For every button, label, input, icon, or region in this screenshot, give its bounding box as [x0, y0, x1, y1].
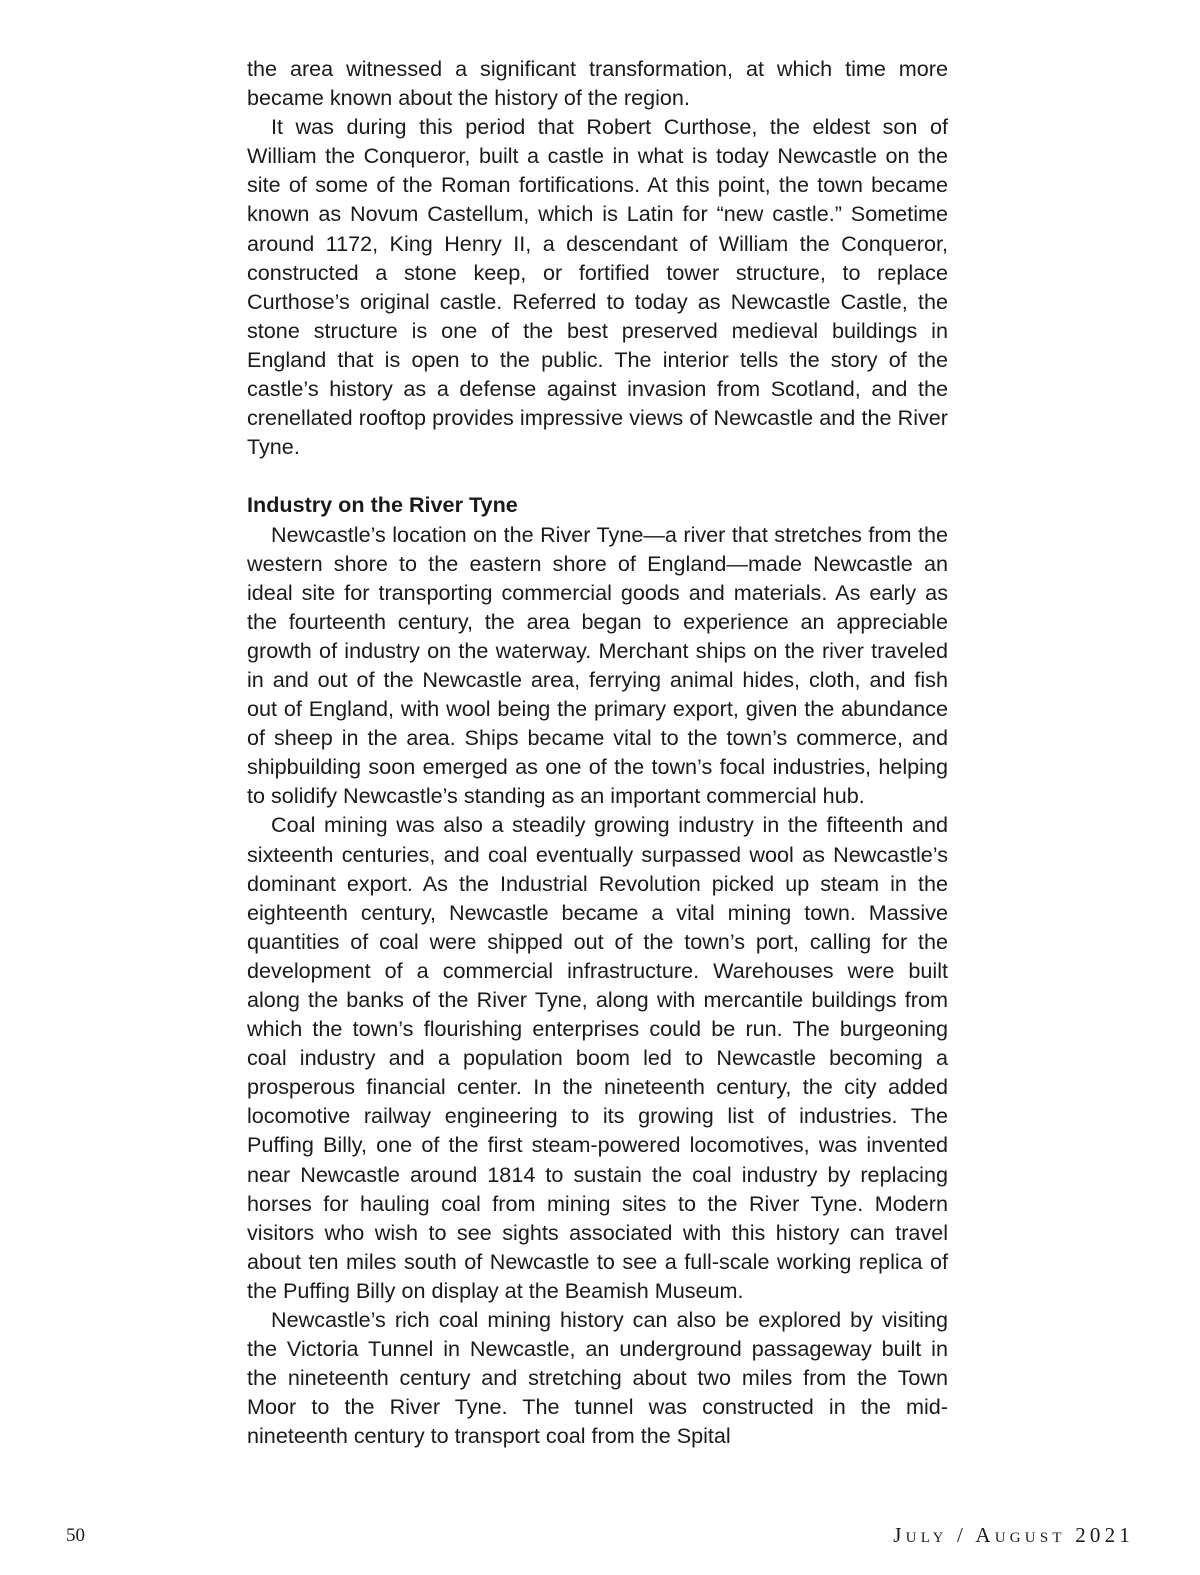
paragraph-river-tyne-location: Newcastle’s location on the River Tyne—a river that stretches from the western shore to the eastern shore of England—made Newcastle an ideal site for transporting commercial goods and materials. As early as the fourteenth century, the area began to experience an appreciable growth of industry on the waterway. Merchant ships on the river traveled in and out of the Newcastle area, ferrying animal hides, cloth, and fish out of England, with wool being the primary export, given the abundance of sheep in the area. Ships became vital to the town’s commerce, and shipbuilding soon emerged as one of the town’s focal industries, helping to solidify Newcastle’s standing as an important commercial hub.	[247, 521, 948, 809]
issue-date: July / August 2021	[893, 1523, 1134, 1547]
page-number: 50	[66, 1525, 85, 1546]
section-heading: Industry on the River Tyne	[247, 492, 518, 518]
paragraph-coal-mining: Coal mining was also a steadily growing industry in the fifteenth and sixteenth centuries, and coal eventually surpassed wool as Newcastle’s dominant export. As the Industrial Revolution picked up steam in the eighteenth century, Newcastle became a vital mining town. Massive quantities of coal were shipped out of the town’s port, calling for the development of a commercial infrastructure. Warehouses were built along the banks of the River Tyne, along with mercantile buildings from which the town’s flourishing enterprises could be run. The burgeoning coal industry and a population boom led to Newcastle becoming a prosperous financial center. In the nineteenth century, the city added locomotive railway engineering to its growing list of industries. The Puffing Billy, one of the first steam-powered locomotives, was invented near Newcastle around 1814 to sustain the coal industry by replacing horses for hauling coal from mining sites to the River Tyne. Modern visitors who wish to see sights associated with this history can travel about ten miles south of Newcastle to see a full-scale working replica of the Puffing Billy on display at the Beamish Museum.	[247, 812, 948, 1303]
paragraph-victoria-tunnel: Newcastle’s rich coal mining history can also be explored by visiting the Victoria Tunnel in Newcastle, an underground passageway built in the nineteenth century and stretching about two miles from the Town Moor to the River Tyne. The tunnel was constructed in the mid-nineteenth century to transport coal from the Spital	[247, 1307, 948, 1449]
paragraph-intro-continuation: the area witnessed a significant transformation, at which time more became known about the history of the region.	[247, 56, 948, 111]
article-column	[247, 54, 948, 1451]
paragraph-curthose-castle: It was during this period that Robert Curthose, the eldest son of William the Conqueror, built a castle in what is today Newcastle on the site of some of the Roman fortifications. At this point, the town became known as Novum Castellum, which is Latin for “new castle.” Sometime around 1172, King Henry II, a descendant of William the Conqueror, constructed a stone keep, or fortified tower structure, to replace Curthose’s original castle. Referred to today as Newcastle Castle, the stone structure is one of the best preserved medieval buildings in England that is open to the public. The interior tells the story of the castle’s history as a defense against invasion from Scotland, and the crenellated rooftop provides impressive views of Newcastle and the River Tyne.	[247, 114, 948, 460]
